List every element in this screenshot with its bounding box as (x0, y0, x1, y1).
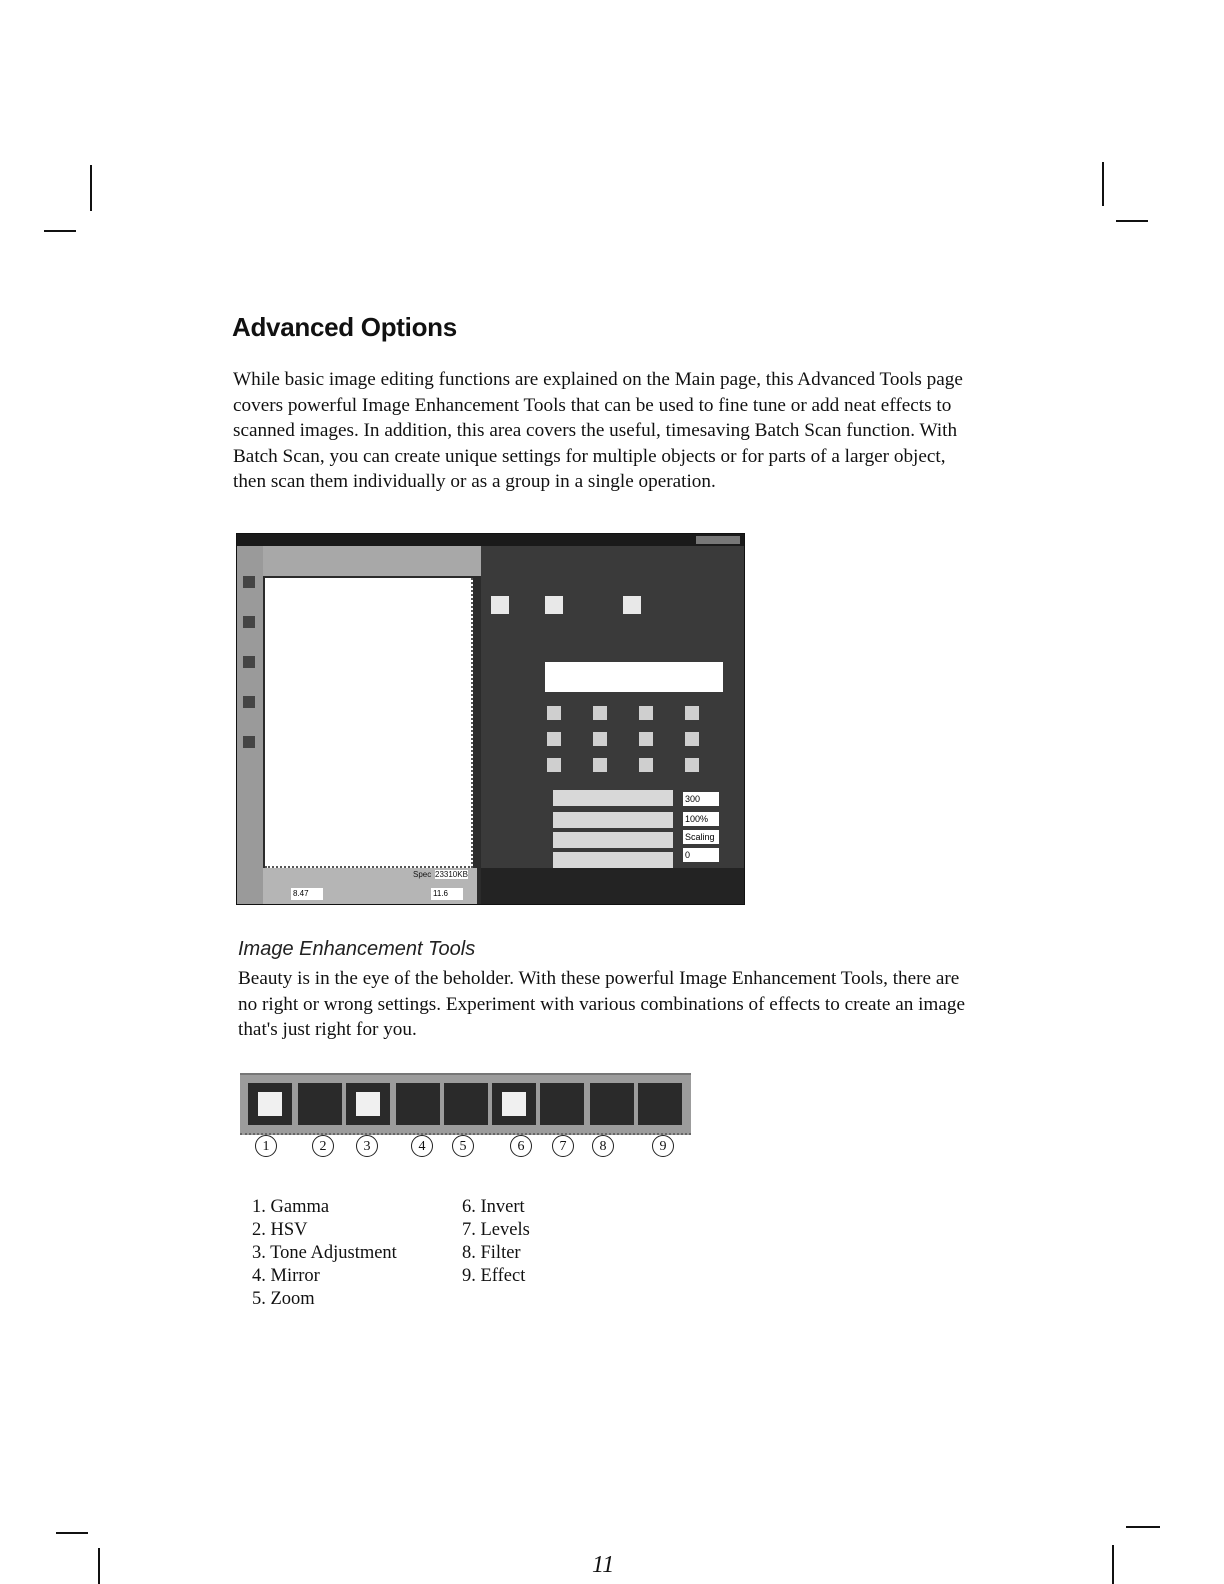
scale-value: 100% (683, 812, 719, 826)
crop-mark (44, 230, 76, 232)
section-heading: Image Enhancement Tools (238, 938, 476, 960)
list-item: 9. Effect (462, 1266, 526, 1286)
callout-number: 1 (255, 1135, 277, 1157)
mirror-icon (396, 1083, 440, 1125)
callout-number: 4 (411, 1135, 433, 1157)
preview-area (265, 578, 473, 868)
status-spec: Spec (413, 870, 432, 879)
list-item: 8. Filter (462, 1243, 521, 1263)
preview-toolbar (263, 546, 483, 576)
brightness-slider (553, 852, 673, 868)
callout-number: 2 (312, 1135, 334, 1157)
callout-number: 8 (592, 1135, 614, 1157)
crop-mark (1112, 1545, 1114, 1584)
scanner-screenshot (236, 533, 745, 905)
status-bar (263, 868, 477, 904)
tone-adjustment-icon (346, 1083, 390, 1125)
page-title: Advanced Options (232, 312, 457, 342)
levels-icon (540, 1083, 584, 1125)
brightness-value: 0 (683, 848, 719, 862)
filter-icon (590, 1083, 634, 1125)
source-list (545, 662, 723, 692)
list-item: 2. HSV (252, 1220, 308, 1240)
callout-number: 3 (356, 1135, 378, 1157)
resolution-slider (553, 790, 673, 806)
tool-icon (545, 596, 563, 614)
window-controls (696, 536, 740, 544)
crop-mark (1126, 1526, 1160, 1528)
scale-slider (553, 812, 673, 828)
crop-mark (90, 165, 92, 211)
height-field: 11.6 (431, 888, 463, 900)
enhancement-toolbar (240, 1073, 691, 1135)
callout-number: 5 (452, 1135, 474, 1157)
body-paragraph: Beauty is in the eye of the beholder. With these powerful Image Enhancement Tools, there are no right or wrong settings. Experiment with various combinations of effects to create an image that's just right for you. (238, 968, 965, 1040)
resolution-value: 300 (683, 792, 719, 806)
page-number: 11 (592, 1552, 615, 1578)
tool-list-left (252, 1196, 397, 1311)
hsv-icon (298, 1083, 342, 1125)
crop-mark (1102, 162, 1104, 206)
list-item: 7. Levels (462, 1220, 530, 1240)
gamma-icon (248, 1083, 292, 1125)
zoom-icon (444, 1083, 488, 1125)
invert-icon (492, 1083, 536, 1125)
action-bar (481, 868, 744, 904)
crop-mark (98, 1548, 100, 1584)
list-item: 1. Gamma (252, 1197, 330, 1217)
ruler-strip (237, 546, 263, 904)
list-item: 5. Zoom (252, 1289, 315, 1309)
window-titlebar (237, 534, 744, 546)
scaling-slider (553, 832, 673, 848)
intro-paragraph: While basic image editing functions are explained on the Main page, this Advanced Tools page covers powerful Image Enhancement Tools that can be used to fine tune or add neat effects to scanned images. In addition, this area covers the useful, timesaving Batch Scan function. With Batch Scan, you can create unique settings for multiple objects or for parts of a larger object, then scan them individually or as a group in a single operation. (233, 369, 963, 492)
width-field: 8.47 (291, 888, 323, 900)
list-item: 6. Invert (462, 1197, 525, 1217)
callout-number: 9 (652, 1135, 674, 1157)
crop-mark (56, 1532, 88, 1534)
gamma-icon (491, 596, 509, 614)
tool-icon (623, 596, 641, 614)
list-item: 3. Tone Adjustment (252, 1243, 397, 1263)
status-size: 23310KB (435, 870, 468, 879)
scaling-value: Scaling (683, 830, 719, 844)
tool-list-right (462, 1196, 530, 1288)
callout-number: 7 (552, 1135, 574, 1157)
callout-number: 6 (510, 1135, 532, 1157)
list-item: 4. Mirror (252, 1266, 320, 1286)
crop-mark (1116, 220, 1148, 222)
effect-icon (638, 1083, 682, 1125)
